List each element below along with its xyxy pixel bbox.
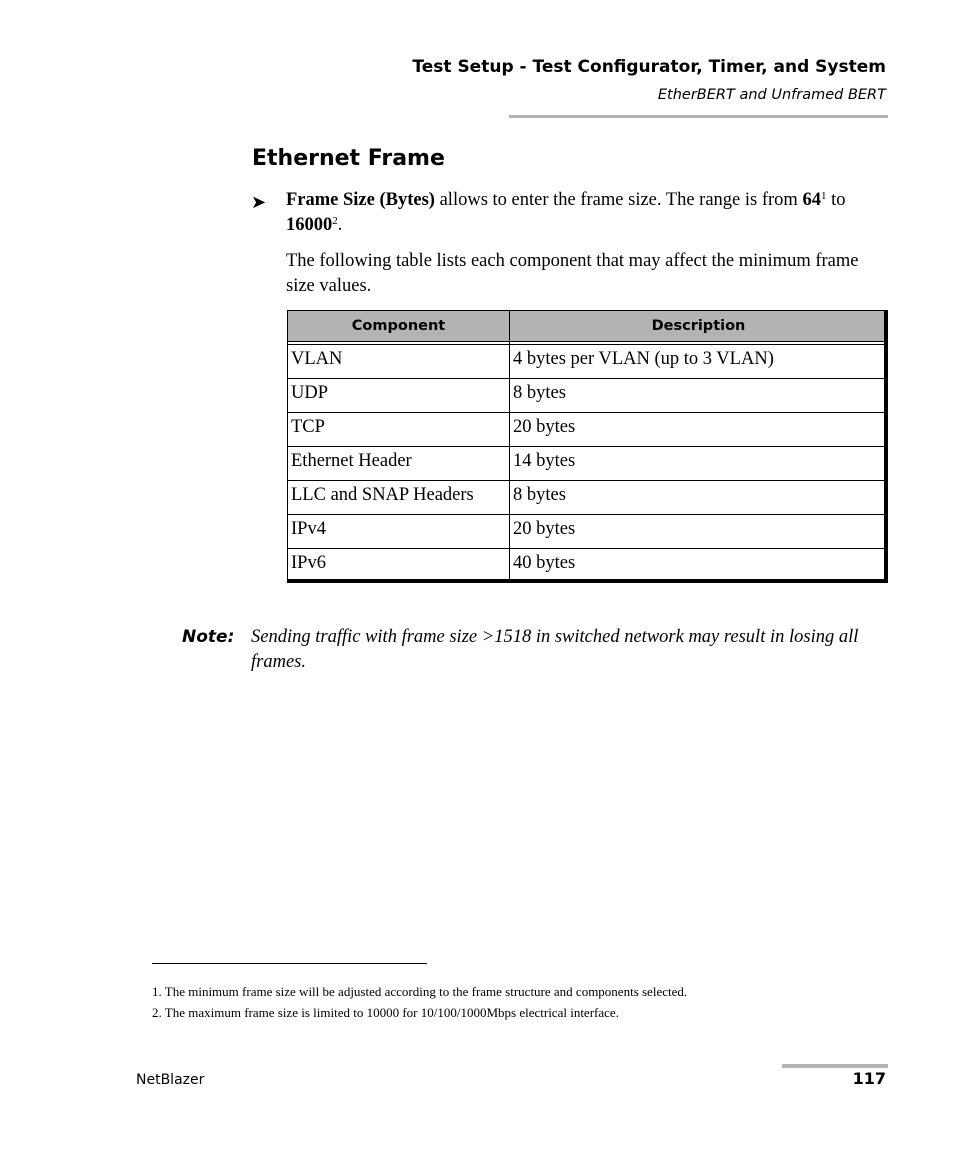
table-intro-paragraph: The following table lists each component that may affect the minimum frame size values.	[286, 251, 859, 296]
component-cell: IPv6	[288, 549, 510, 583]
description-cell: 20 bytes	[510, 413, 888, 447]
frame-size-paragraph	[286, 188, 886, 238]
column-header-description: Description	[510, 311, 888, 342]
component-cell: VLAN	[288, 345, 510, 379]
component-cell: LLC and SNAP Headers	[288, 481, 510, 515]
frame-size-label: Frame Size (Bytes)	[286, 190, 435, 210]
description-cell: 14 bytes	[510, 447, 888, 481]
range-end: .	[337, 215, 343, 235]
description-cell: 20 bytes	[510, 515, 888, 549]
footnote-rule	[152, 963, 427, 964]
component-cell: TCP	[288, 413, 510, 447]
column-header-component: Component	[288, 311, 510, 342]
description-cell: 8 bytes	[510, 379, 888, 413]
table-row	[288, 549, 888, 583]
note-label: Note:	[182, 627, 235, 647]
table-row	[288, 379, 888, 413]
footer-rule	[782, 1064, 888, 1068]
description-cell: 8 bytes	[510, 481, 888, 515]
table-row	[288, 515, 888, 549]
header-rule	[509, 115, 888, 118]
component-cell: Ethernet Header	[288, 447, 510, 481]
running-header-title: Test Setup - Test Configurator, Timer, and System	[412, 57, 886, 77]
table-row	[288, 345, 888, 379]
description-cell: 4 bytes per VLAN (up to 3 VLAN)	[510, 345, 888, 379]
bullet-arrow-icon: ➤	[251, 192, 267, 213]
running-header-subtitle: EtherBERT and Unframed BERT	[657, 87, 886, 103]
note-text: Sending traffic with frame size >1518 in switched network may result in losing all frames.	[251, 627, 859, 672]
table-row	[288, 413, 888, 447]
footnote-1: 1. The minimum frame size will be adjusted according to the frame structure and components selected.	[152, 984, 688, 999]
range-to: to	[826, 190, 846, 210]
table-header-row	[288, 311, 888, 342]
table-shadow-bottom	[287, 579, 887, 582]
section-title: Ethernet Frame	[252, 146, 445, 171]
max-value: 16000	[286, 215, 333, 235]
table-shadow-right	[884, 310, 887, 582]
table-row	[288, 447, 888, 481]
component-cell: UDP	[288, 379, 510, 413]
footnote-ref-1[interactable]: 1	[820, 190, 827, 202]
component-cell: IPv4	[288, 515, 510, 549]
component-table	[287, 310, 888, 583]
min-value: 64	[802, 190, 821, 210]
page-number: 117	[852, 1069, 886, 1088]
frame-size-text: allows to enter the frame size. The range is from	[434, 190, 803, 210]
footer-product: NetBlazer	[136, 1072, 205, 1088]
description-cell: 40 bytes	[510, 549, 888, 583]
footnote-ref-2[interactable]: 2	[332, 215, 338, 227]
table-row	[288, 481, 888, 515]
footnote-2: 2. The maximum frame size is limited to 10000 for 10/100/1000Mbps electrical interface.	[152, 1005, 619, 1020]
